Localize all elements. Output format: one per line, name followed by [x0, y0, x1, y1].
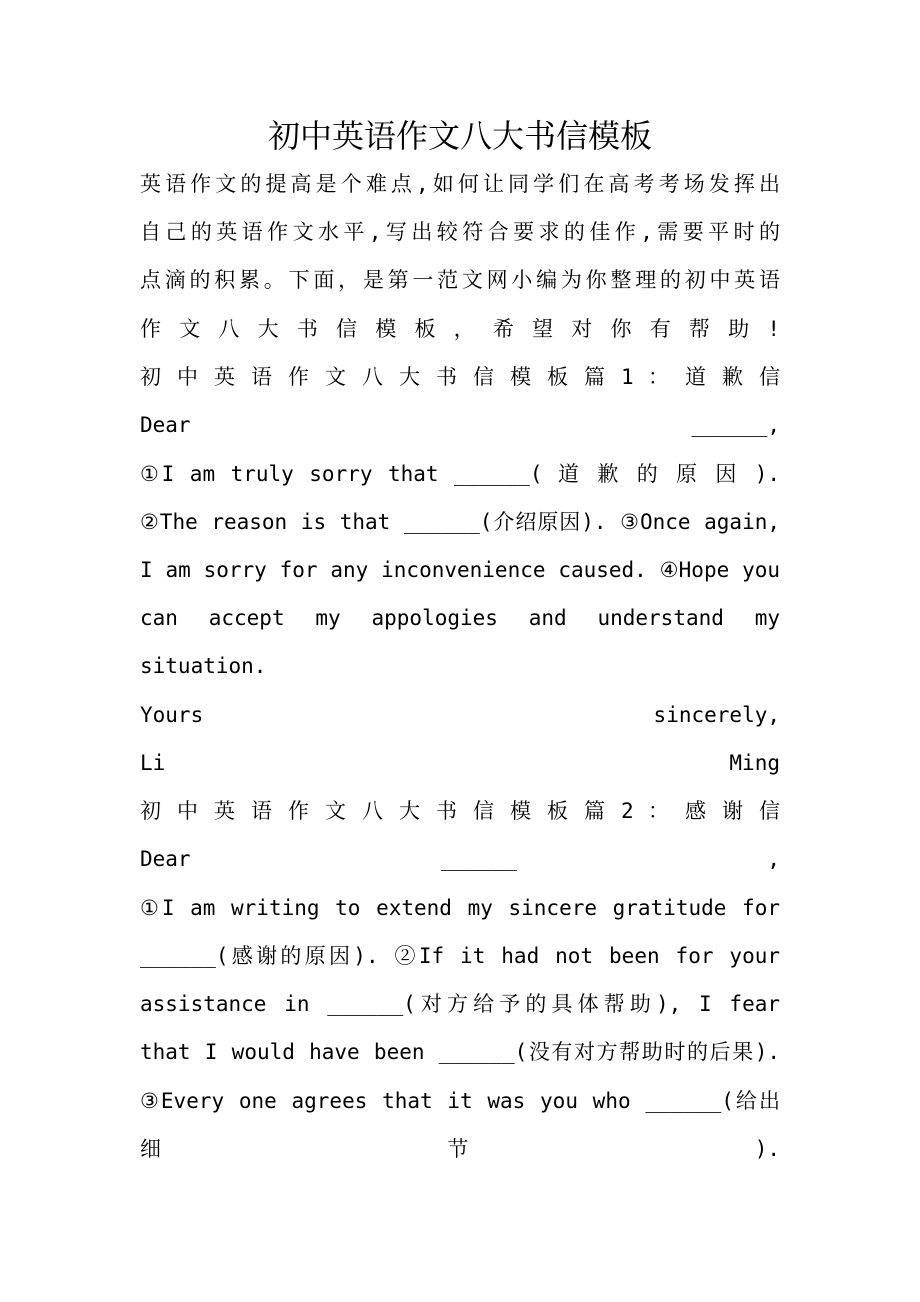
paragraph-line: 作 文 八 大 书 信 模 板 ， 希 望 对 你 有 帮 助 !: [140, 317, 780, 341]
closing-line: Yours sincerely,: [140, 703, 780, 727]
letter-line: can accept my appologies and understand my: [140, 606, 780, 630]
letter-line: situation.: [140, 654, 267, 678]
letter-line: ②The reason is that ______(介绍原因). ③Once again,: [140, 510, 780, 534]
salutation-line: Dear ______ ,: [140, 847, 780, 871]
letter-line: that I would have been ______(没有对方帮助时的后果).: [140, 1040, 780, 1064]
paragraph-line: 点滴的积累。下面，是第一范文网小编为你整理的初中英语: [140, 268, 780, 292]
paragraph-line: 自己的英语作文水平,写出较符合要求的佳作,需要平时的: [140, 220, 780, 244]
signature-line: Li Ming: [140, 751, 780, 775]
section-heading: 初 中 英 语 作 文 八 大 书 信 模 板 篇 2 ： 感 谢 信: [140, 799, 780, 823]
letter-line: ①I am writing to extend my sincere gratitude for: [140, 896, 780, 920]
section-heading: 初 中 英 语 作 文 八 大 书 信 模 板 篇 1 ： 道 歉 信: [140, 365, 780, 389]
document-title: 初中英语作文八大书信模板: [267, 117, 652, 155]
letter-line: ①I am truly sorry that ______( 道 歉 的 原 因 ).: [140, 462, 780, 486]
letter-line: 细 节 ).: [140, 1137, 780, 1161]
letter-line: ______(感谢的原因). ②If it had not been for your: [140, 944, 780, 968]
letter-line: I am sorry for any inconvenience caused. ④Hope you: [140, 558, 780, 582]
letter-line: ③Every one agrees that it was you who ______(给出: [140, 1089, 780, 1113]
paragraph-line: 英语作文的提高是个难点,如何让同学们在高考考场发挥出: [140, 172, 780, 196]
letter-line: assistance in ______(对方给予的具体帮助), I fear: [140, 992, 780, 1016]
salutation-line: Dear ______,: [140, 413, 780, 437]
